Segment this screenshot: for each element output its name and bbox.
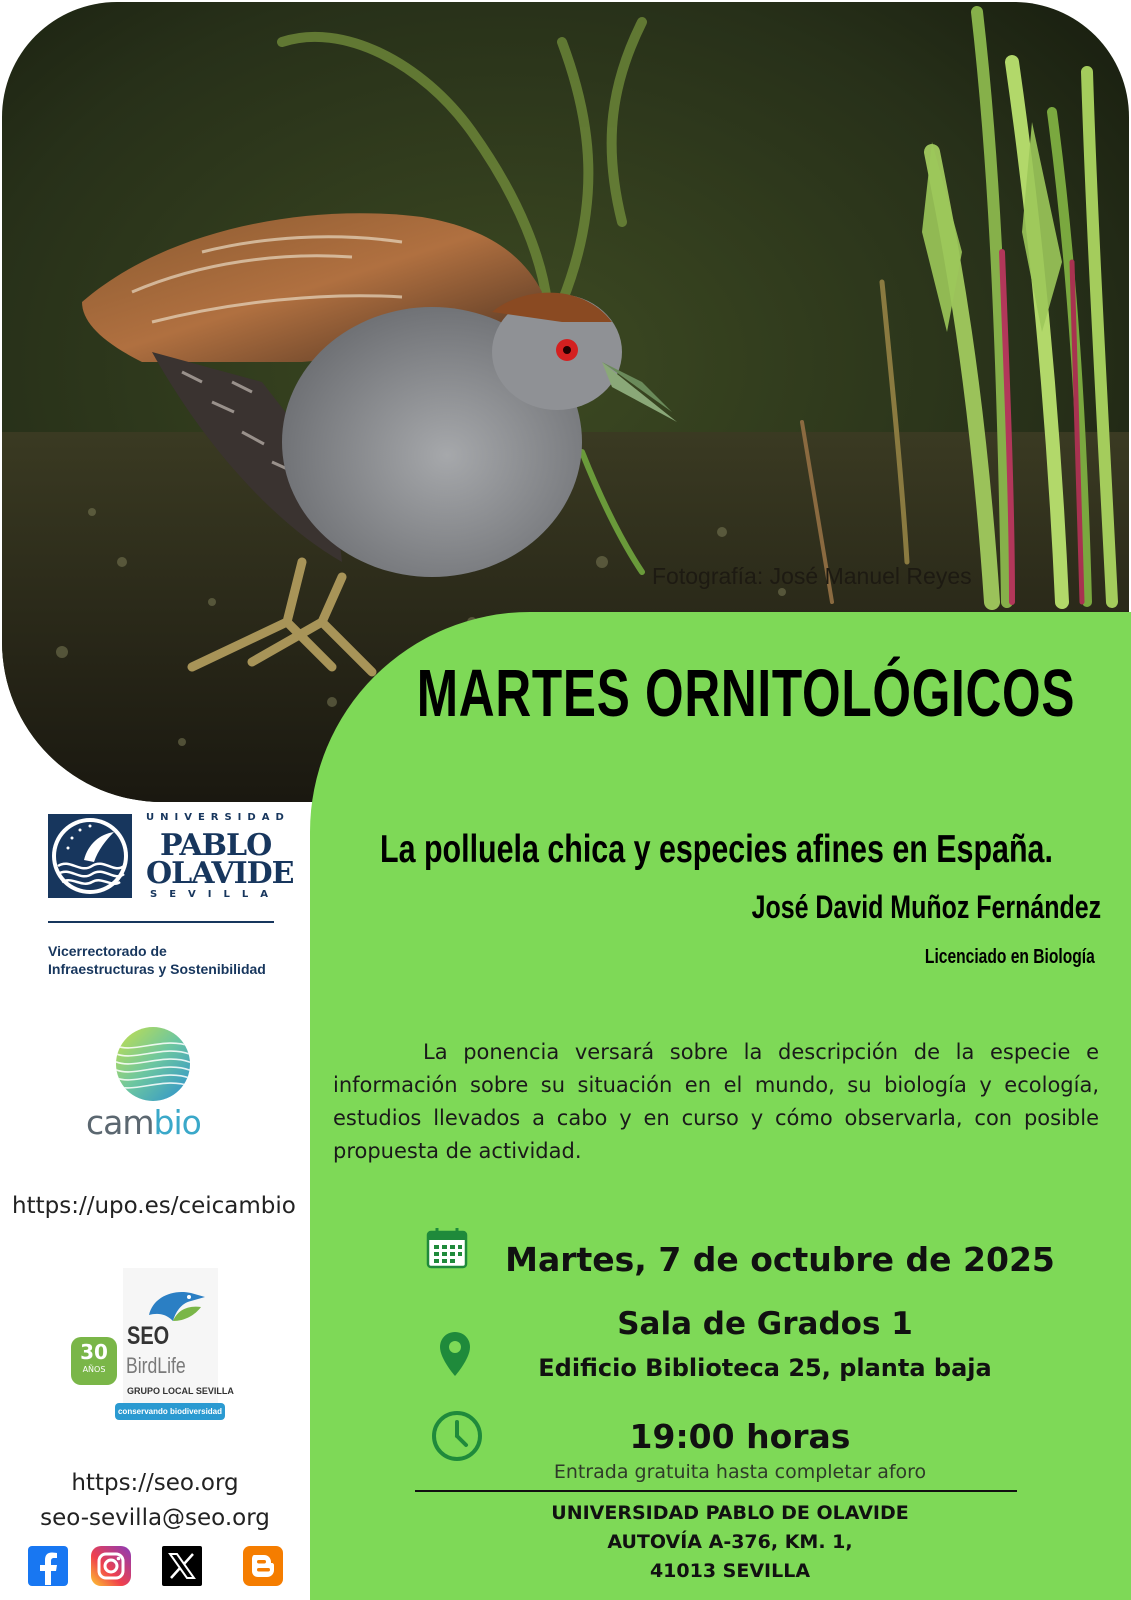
seo-brand: SEO [127, 1322, 170, 1350]
upo-department [48, 942, 266, 978]
upo-name-line1: PABLO [160, 828, 272, 863]
blogger-icon[interactable] [242, 1545, 284, 1587]
address-line-3: 41013 SEVILLA [649, 1560, 811, 1582]
upo-divider [48, 921, 274, 923]
event-building: Edificio Biblioteca 25, planta baja [538, 1354, 992, 1382]
entry-note: Entrada gratuita hasta completar aforo [553, 1461, 927, 1483]
cambio-wordmark [86, 1103, 201, 1142]
talk-title: La polluela chica y especies afines en España. [380, 828, 1053, 871]
cambio-link[interactable]: https://upo.es/ceicambio [12, 1193, 296, 1219]
upo-emblem-logo [48, 814, 132, 898]
seo-anniversary: 30 [80, 1340, 108, 1364]
address-line-2: AUTOVÍA A-376, KM. 1, [607, 1531, 853, 1553]
upo-top-word: UNIVERSIDAD [146, 812, 290, 823]
seo-tagline: conservando biodiversidad [115, 1403, 225, 1420]
event-time: 19:00 horas [629, 1417, 851, 1456]
seo-birdlife: BirdLife [126, 1353, 186, 1378]
seo-group: GRUPO LOCAL SEVILLA [127, 1386, 234, 1396]
seo-link[interactable]: https://seo.org [71, 1470, 239, 1496]
photo-credit: Fotografía: José Manuel Reyes [652, 563, 972, 589]
upo-department-line2: Infraestructuras y Sostenibilidad [48, 961, 266, 977]
facebook-icon[interactable] [27, 1545, 69, 1587]
divider [415, 1490, 1017, 1492]
upo-city: SEVILLA [150, 889, 280, 900]
speaker-name: José David Muñoz Fernández [751, 889, 1101, 925]
calendar-icon [425, 1226, 469, 1270]
seo-email[interactable]: seo-sevilla@seo.org [40, 1505, 270, 1531]
event-date: Martes, 7 de octubre de 2025 [505, 1240, 1055, 1279]
series-title: MARTES ORNITOLÓGICOS [416, 656, 1076, 731]
talk-description: La ponencia versará sobre la descripción de la especie e información sobre su situación en el mundo, su biología y ecología, estudios llevados a cabo y en curso y cómo observarla, con posible propuesta de actividad. [333, 1040, 1099, 1163]
upo-department-line1: Vicerrectorado de [48, 943, 167, 959]
seo-bird-logo [145, 1285, 209, 1325]
address-line-1: UNIVERSIDAD PABLO DE OLAVIDE [551, 1502, 909, 1524]
seo-anniversary-badge [71, 1337, 117, 1385]
seo-anniversary-unit: AÑOS [82, 1365, 106, 1374]
event-room: Sala de Grados 1 [617, 1306, 913, 1342]
instagram-icon[interactable] [90, 1545, 132, 1587]
speaker-degree: Licenciado en Biología [925, 946, 1095, 968]
cambio-wordmark-start: cam [86, 1103, 154, 1142]
cambio-globe-logo [114, 1025, 192, 1103]
x-icon[interactable] [161, 1545, 203, 1587]
upo-name-line2: OLAVIDE [146, 856, 294, 891]
cambio-wordmark-end: bio [153, 1103, 201, 1142]
